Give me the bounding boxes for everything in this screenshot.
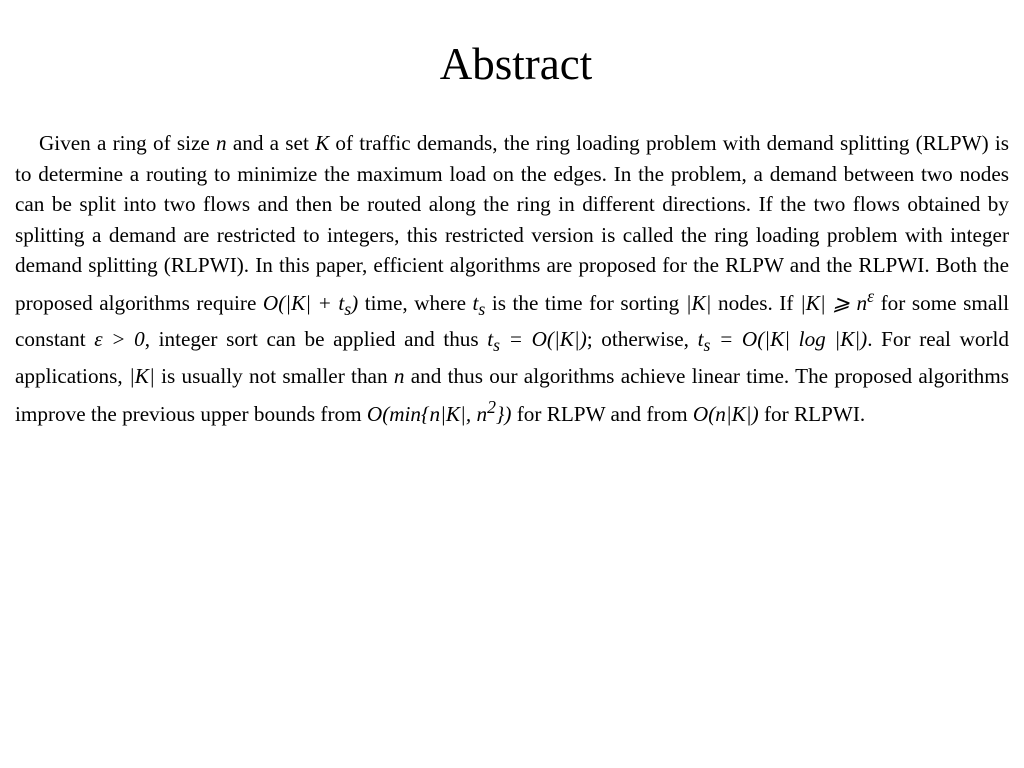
abstract-text: for some small constant <box>15 290 1010 352</box>
abstract-text: ; otherwise, <box>586 327 698 352</box>
math-n: n <box>216 131 227 155</box>
abstract-title: Abstract <box>439 39 593 89</box>
abstract-text: , integer sort can be applied and thus <box>144 327 488 352</box>
abstract-text: and a set <box>226 131 316 155</box>
math-previous-bound: O(min{n|K|, $n^2$}) <box>366 396 512 426</box>
math-condition: |K| ⩾ $n^\varepsilon$ <box>799 285 875 315</box>
math-n: n <box>393 364 405 389</box>
math-time-complexity: $O(|K| + t_s)$ <box>262 290 359 319</box>
math-ts-linear: $t_s = O(|K|)$ <box>487 327 587 356</box>
abstract-text: is usually not smaller than <box>154 364 394 389</box>
math-epsilon: ε > 0 <box>94 327 145 352</box>
math-previous-bound-rlpwi: O(n|K|) <box>692 401 759 426</box>
abstract-text: Given a ring of size <box>39 131 217 155</box>
abstract-text: time, where <box>358 290 473 315</box>
math-ts: $t_s$ <box>472 290 486 319</box>
math-abs-K: |K| <box>685 290 712 315</box>
math-ts-log: $t_s = O(|K|$ log |K|) <box>697 327 868 356</box>
abstract-text: of traffic demands, the ring loading problem with demand splitting (RLPW) is to determine a routing to minimize the maximum load on the edges. In the problem, a demand between two nodes can be split into two flows and then be routed along the ring in different directions. If the two flows obtained by splitting a demand are restricted to integers, this restricted version is called the ring loading problem with integer demand splitting (RLPWI). In this paper, efficient algorithms are proposed for the RLPW and the RLPWI. Both the proposed algorithms require <box>15 131 1009 315</box>
abstract-text: is the time for sorting <box>485 290 686 315</box>
math-K: K <box>315 131 330 155</box>
abstract-text: nodes. If <box>711 290 800 315</box>
abstract-text: for RLPWI. <box>758 401 866 426</box>
abstract-text: and thus our algorithms achieve linear time. The proposed algorithms improve the previous upper bounds from <box>15 364 1009 426</box>
math-abs-K: |K| <box>128 364 155 389</box>
abstract-paragraph <box>15 128 1009 429</box>
abstract-text: . For real world applications, <box>15 327 1009 389</box>
abstract-text: for RLPW and from <box>511 401 693 426</box>
